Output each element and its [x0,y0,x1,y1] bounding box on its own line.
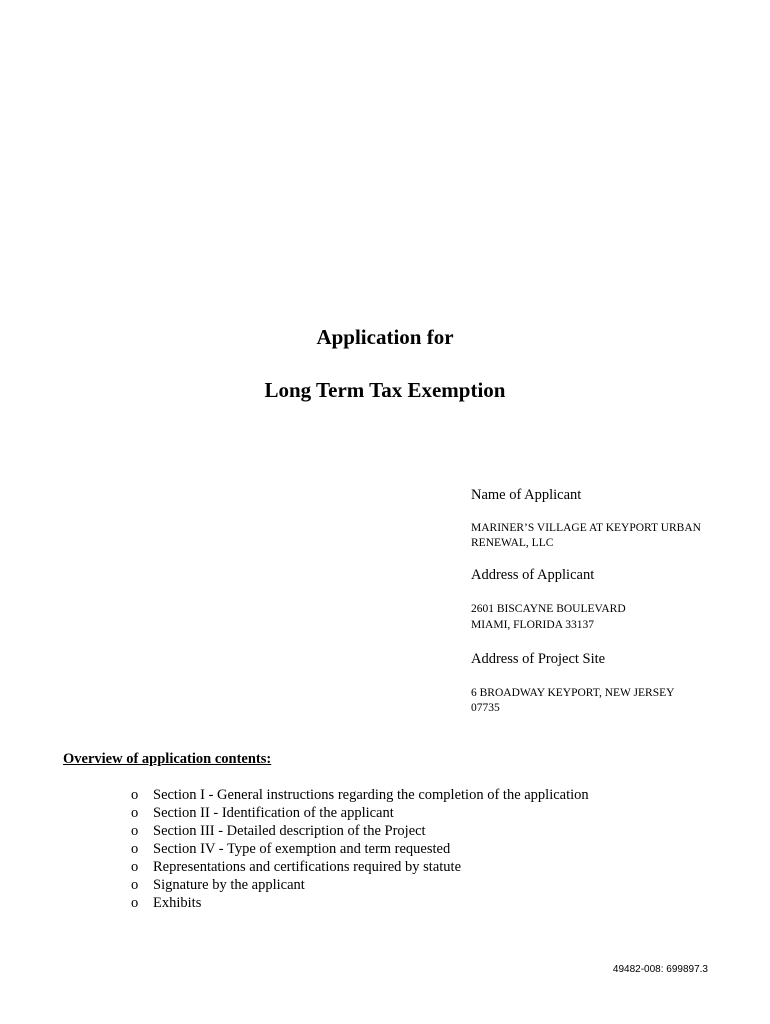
list-item-text: Representations and certifications required by statute [153,859,462,875]
list-item-text: Section IV - Type of exemption and term requested [153,841,451,857]
contents-list [131,786,589,912]
list-item [131,804,589,822]
applicant-name-line2: RENEWAL, LLC [471,537,554,549]
page-title-line1: Application for [316,325,454,349]
bullet-icon: o [131,841,139,857]
list-item [131,876,589,894]
list-item-text: Section II - Identification of the applicant [153,805,394,821]
bullet-icon: o [131,859,139,875]
list-item-text: Section I - General instructions regarding the completion of the application [153,787,589,803]
project-site-line1: 6 BROADWAY KEYPORT, NEW JERSEY [471,687,675,699]
document-id: 49482-008: 699897.3 [612,964,708,975]
bullet-icon: o [131,805,139,821]
project-site-label: Address of Project Site [471,651,606,667]
applicant-name-label: Name of Applicant [471,487,582,503]
list-item [131,822,589,840]
list-item-text: Signature by the applicant [153,877,305,893]
list-item-text: Section III - Detailed description of the Project [153,823,426,839]
bullet-icon: o [131,823,139,839]
applicant-name-line1: MARINER’S VILLAGE AT KEYPORT URBAN [471,522,701,534]
page-title-line2: Long Term Tax Exemption [264,378,506,402]
overview-heading: Overview of application contents: [63,751,272,767]
bullet-icon: o [131,895,139,911]
applicant-address-line2: MIAMI, FLORIDA 33137 [471,619,594,631]
list-item [131,894,589,912]
list-item-text: Exhibits [153,895,202,911]
applicant-address-label: Address of Applicant [471,567,595,583]
bullet-icon: o [131,877,139,893]
list-item [131,858,589,876]
list-item [131,786,589,804]
applicant-address-line1: 2601 BISCAYNE BOULEVARD [471,603,626,615]
list-item [131,840,589,858]
project-site-line2: 07735 [471,702,500,714]
bullet-icon: o [131,787,139,803]
